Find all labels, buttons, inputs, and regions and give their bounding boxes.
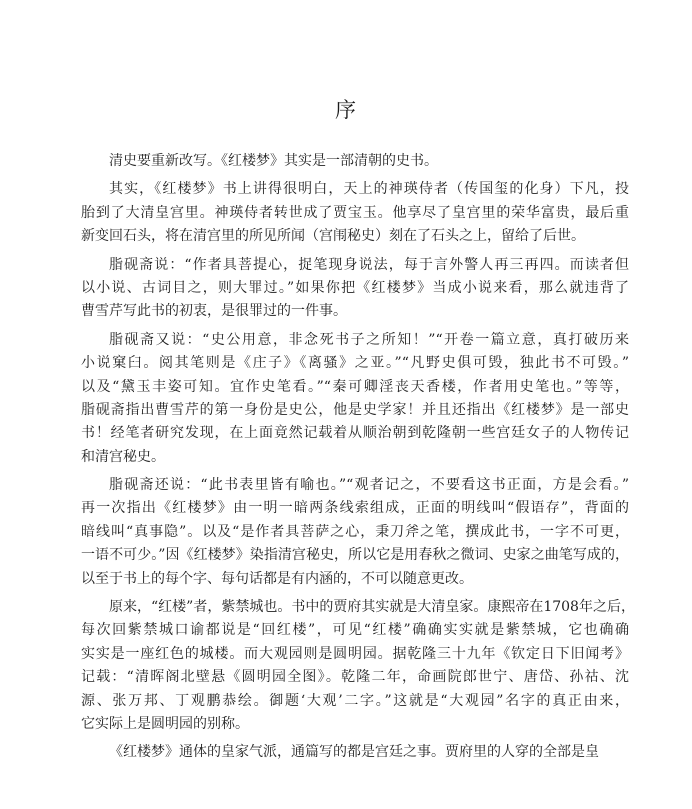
paragraph: [81, 329, 629, 469]
text-line: 以小说、古词目之，则大罪过。”如果你把《红楼梦》当成小说来看，那么就违背了: [81, 279, 629, 296]
text-line: 脂砚斋还说：“此书表里皆有喻也。”“观者记之，不要看这书正面，方是会看。”: [109, 477, 629, 494]
paragraph: [81, 254, 629, 324]
paragraph: [81, 150, 629, 173]
text-line: 脂砚斋指出曹雪芹的第一身份是史公，他是史学家！并且还指出《红楼梦》是一部史: [81, 401, 629, 418]
text-line: 《红楼梦》通体的皇家气派，通篇写的都是宫廷之事。贾府里的人穿的全部是皇: [109, 744, 599, 761]
text-line: 实实是一座红色的城楼。而大观园则是圆明园。据乾隆三十九年《钦定日下旧闻考》: [81, 645, 629, 662]
page-title: 序: [335, 98, 357, 122]
paragraph: [81, 596, 635, 736]
text-line: 和清宫秘史。: [81, 448, 165, 465]
text-line: 新变回石头，将在清宫里的所见所闻（宫闱秘史）刻在了石头之上，留给了后世。: [81, 228, 585, 245]
text-line: 脂砚斋又说：“史公用意，非念死书子之所知！”“开卷一篇立意，真打破历来: [109, 331, 629, 348]
text-line: 每次回紫禁城口谕都说是“回红楼”，可见“红楼”确确实实就是紫禁城，它也确确: [81, 622, 629, 639]
preface-body: [81, 150, 635, 770]
text-line: 曹雪芹写此书的初衷，是很罪过的一件事。: [81, 303, 347, 320]
text-line: 记载：“清晖阁北壁悬《圆明园全图》。乾隆二年，命画院郎世宁、唐岱、孙祜、沈: [81, 669, 629, 686]
text-line: 书！经笔者研究发现，在上面竟然记载着从顺治朝到乾隆朝一些宫廷女子的人物传记: [81, 425, 629, 442]
paragraph: [81, 178, 629, 248]
text-line: 源、张万邦、丁观鹏恭绘。御题‘大观’二字。”这就是“大观园”名字的真正由来，: [81, 692, 629, 709]
paragraph: [81, 741, 629, 764]
text-line: 以至于书上的每个字、每句话都是有内涵的，不可以随意更改。: [81, 570, 473, 587]
text-line: 原来，“红楼”者，紫禁城也。书中的贾府其实就是大清皇家。康熙帝在1708年之后，: [109, 599, 635, 616]
text-line: 小说窠臼。阅其笔则是《庄子》《离骚》之亚。”“凡野史俱可毁，独此书不可毁。”: [81, 355, 629, 372]
text-line: 胎到了大清皇宫里。神瑛侍者转世成了贾宝玉。他享尽了皇宫里的荣华富贵，最后重: [81, 204, 629, 221]
text-line: 脂砚斋说：“作者具菩提心，捉笔现身说法，每于言外警人再三再四。而读者但: [109, 256, 629, 273]
paragraph: [81, 474, 629, 591]
text-line: 以及“黛玉丰姿可知。宜作史笔看。”“秦可卿淫丧天香楼，作者用史笔也。”等等，: [81, 378, 629, 395]
text-line: 其实，《红楼梦》书上讲得很明白，天上的神瑛侍者（传国玺的化身）下凡，投: [109, 181, 629, 198]
text-line: 它实际上是圆明园的别称。: [81, 715, 249, 732]
text-line: 一语不可少。”因《红楼梦》染指清宫秘史，所以它是用春秋之微词、史家之曲笔写成的，: [81, 547, 629, 564]
text-line: 清史要重新改写。《红楼梦》其实是一部清朝的史书。: [109, 153, 438, 169]
text-line: 暗线叫“真事隐”。以及“是作者具菩萨之心，秉刀斧之笔，撰成此书，一字不可更，: [81, 523, 629, 540]
text-line: 再一次指出《红楼梦》由一明一暗两条线索组成，正面的明线叫“假语存”，背面的: [81, 500, 629, 517]
